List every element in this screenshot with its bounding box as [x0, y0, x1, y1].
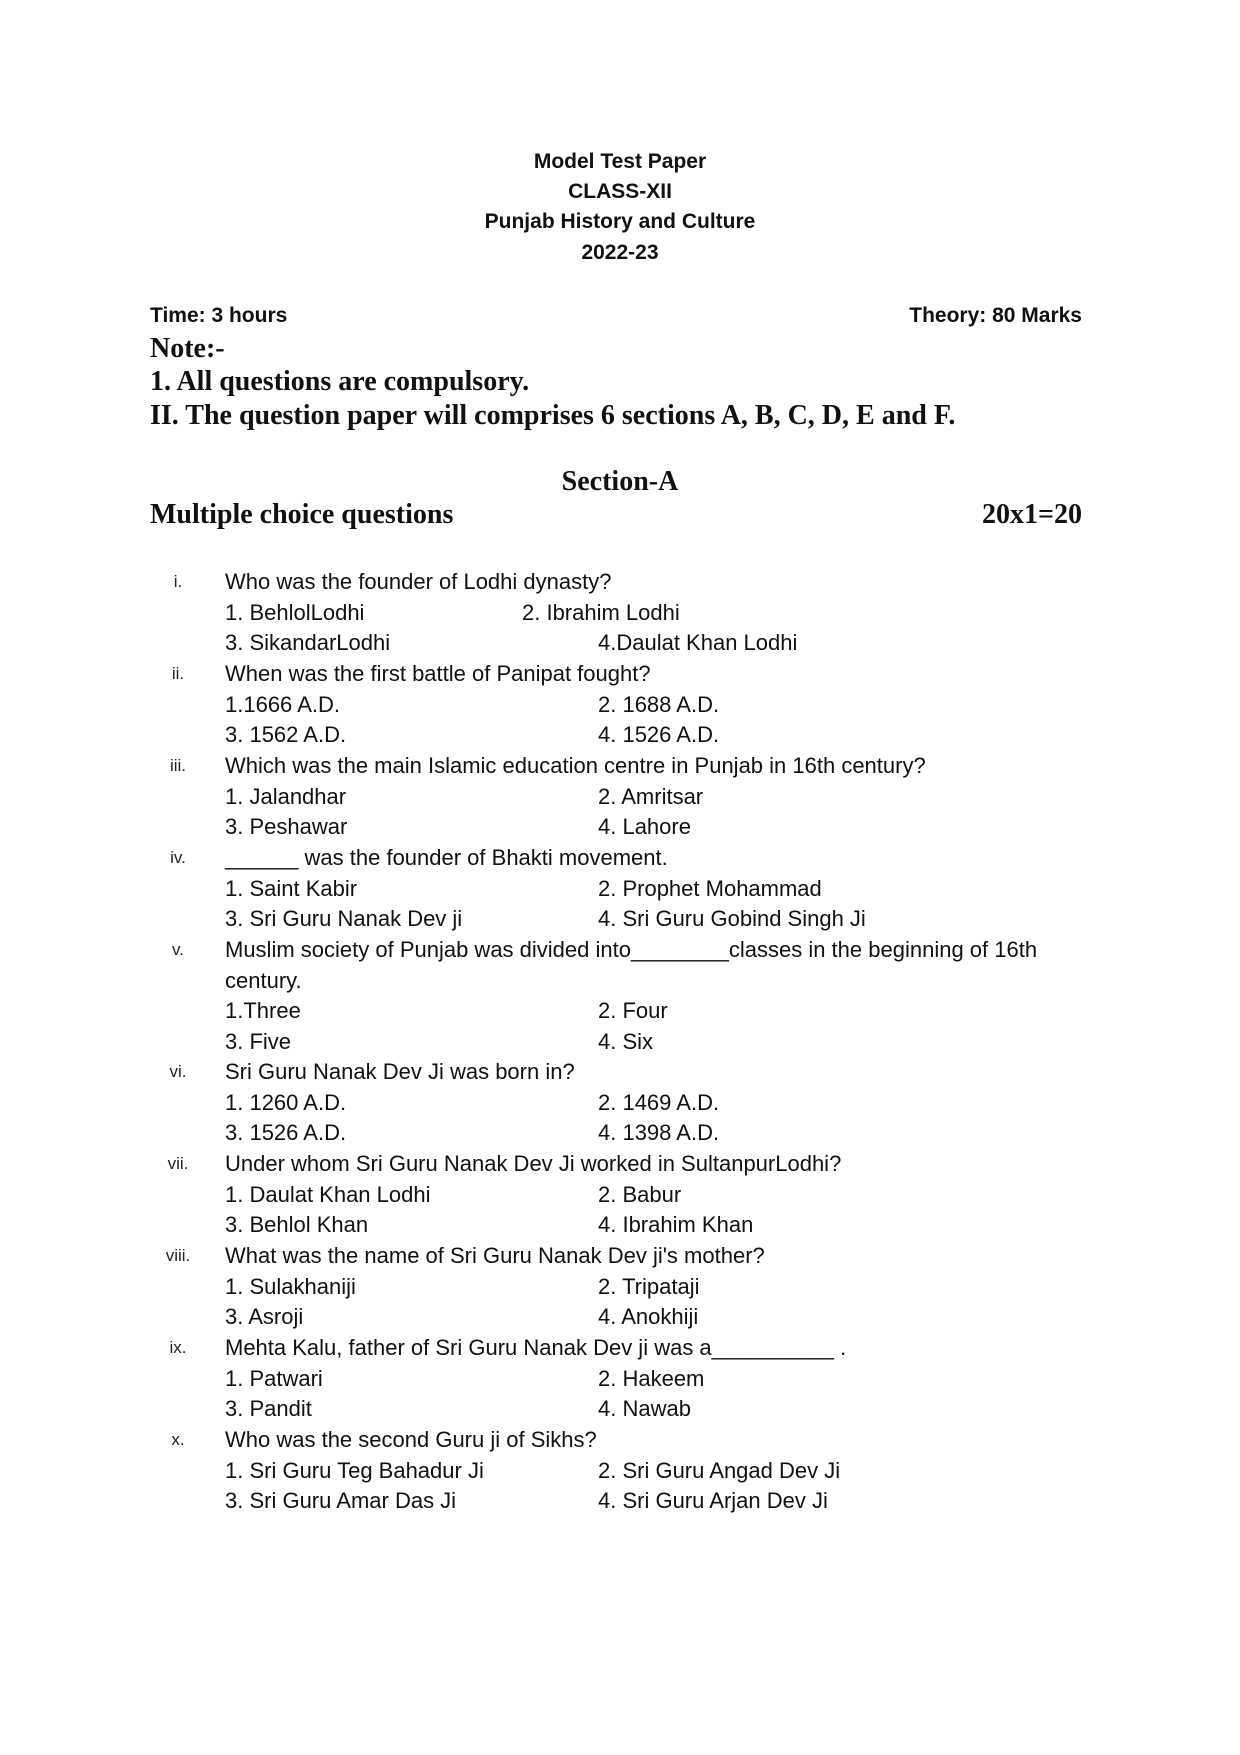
question-number: vii. [167, 1154, 189, 1173]
option: 1. Sulakhaniji [225, 1273, 356, 1299]
option: 3. Peshawar [225, 814, 348, 840]
option: 1.1666 A.D. [225, 691, 340, 717]
option: 4. Six [598, 1028, 654, 1054]
option: 2. Babur [598, 1181, 682, 1207]
option: 3. Behlol Khan [225, 1212, 369, 1238]
question-text: ______ was the founder of Bhakti movement. [225, 845, 668, 870]
option: 2. 1688 A.D. [598, 691, 720, 717]
option: 3. Sri Guru Nanak Dev ji [225, 906, 463, 932]
option: 1. BehlolLodhi [225, 599, 365, 625]
option: 1. Saint Kabir [225, 875, 358, 901]
option: 1. Patwari [225, 1365, 323, 1391]
question-text: Mehta Kalu, father of Sri Guru Nanak Dev ji was a__________ . [225, 1335, 847, 1360]
option: 1. Sri Guru Teg Bahadur Ji [225, 1457, 484, 1483]
question-text: What was the name of Sri Guru Nanak Dev ji's mother? [225, 1243, 765, 1268]
time-label: Time: 3 hours [150, 304, 288, 327]
option: 3. Five [225, 1028, 292, 1054]
option: 4. Sri Guru Gobind Singh Ji [598, 906, 866, 932]
question-number: viii. [165, 1246, 191, 1265]
option: 3. SikandarLodhi [225, 630, 391, 656]
option: 4. Nawab [598, 1396, 691, 1422]
marks-label: Theory: 80 Marks [909, 304, 1082, 327]
option: 1. 1260 A.D. [225, 1089, 347, 1115]
option: 1. Daulat Khan Lodhi [225, 1181, 431, 1207]
option: 3. Asroji [225, 1304, 304, 1330]
option: 2. Ibrahim Lodhi [522, 599, 680, 625]
paper-title: Model Test Paper [533, 150, 707, 173]
question-number: ix. [169, 1338, 187, 1357]
question-text: When was the first battle of Panipat fought? [225, 661, 651, 686]
option: 3. 1526 A.D. [225, 1120, 347, 1146]
option: 4. Lahore [598, 814, 691, 840]
option: 3. Pandit [225, 1396, 312, 1422]
option: 2. Prophet Mohammad [598, 875, 822, 901]
option: 2. Four [598, 998, 668, 1024]
question-text-continued: century. [225, 967, 302, 993]
question-text: Who was the second Guru ji of Sikhs? [225, 1427, 597, 1452]
section-marks: 20x1=20 [982, 499, 1082, 530]
option: 4. Ibrahim Khan [598, 1212, 754, 1238]
class-label: CLASS-XII [568, 180, 672, 203]
option: 4. Anokhiji [598, 1304, 699, 1330]
section-subtitle: Multiple choice questions [150, 499, 454, 530]
question-text: Who was the founder of Lodhi dynasty? [225, 569, 612, 594]
option: 2. 1469 A.D. [598, 1089, 720, 1115]
option: 4.Daulat Khan Lodhi [598, 630, 798, 656]
option: 2. Amritsar [598, 783, 704, 809]
note-heading: Note:- [150, 333, 225, 364]
option: 3. 1562 A.D. [225, 722, 347, 748]
note-line-2: II. The question paper will comprises 6 sections A, B, C, D, E and F. [150, 400, 956, 431]
question-number: v. [172, 940, 184, 959]
question-number: vi. [169, 1062, 187, 1081]
question-number: ii. [171, 664, 185, 683]
question-text: Sri Guru Nanak Dev Ji was born in? [225, 1059, 575, 1084]
section-title: Section-A [561, 466, 679, 497]
question-text: Under whom Sri Guru Nanak Dev Ji worked in SultanpurLodhi? [225, 1151, 842, 1176]
option: 4. Sri Guru Arjan Dev Ji [598, 1488, 828, 1514]
option: 3. Sri Guru Amar Das Ji [225, 1488, 457, 1514]
option: 2. Tripataji [598, 1273, 700, 1299]
option: 1.Three [225, 998, 301, 1024]
option: 4. 1526 A.D. [598, 722, 720, 748]
session-label: 2022-23 [581, 241, 659, 264]
question-number: x. [171, 1430, 185, 1449]
option: 4. 1398 A.D. [598, 1120, 720, 1146]
note-line-1: 1. All questions are compulsory. [150, 366, 530, 397]
question-text: Which was the main Islamic education centre in Punjab in 16th century? [225, 753, 926, 778]
option: 2. Hakeem [598, 1365, 705, 1391]
option: 1. Jalandhar [225, 783, 347, 809]
question-text: Muslim society of Punjab was divided into________classes in the beginning of 16th [225, 937, 1038, 962]
question-number: i. [173, 572, 183, 591]
question-number: iv. [170, 848, 186, 867]
option: 2. Sri Guru Angad Dev Ji [598, 1457, 841, 1483]
subject-label: Punjab History and Culture [484, 210, 756, 233]
question-number: iii. [169, 756, 187, 775]
